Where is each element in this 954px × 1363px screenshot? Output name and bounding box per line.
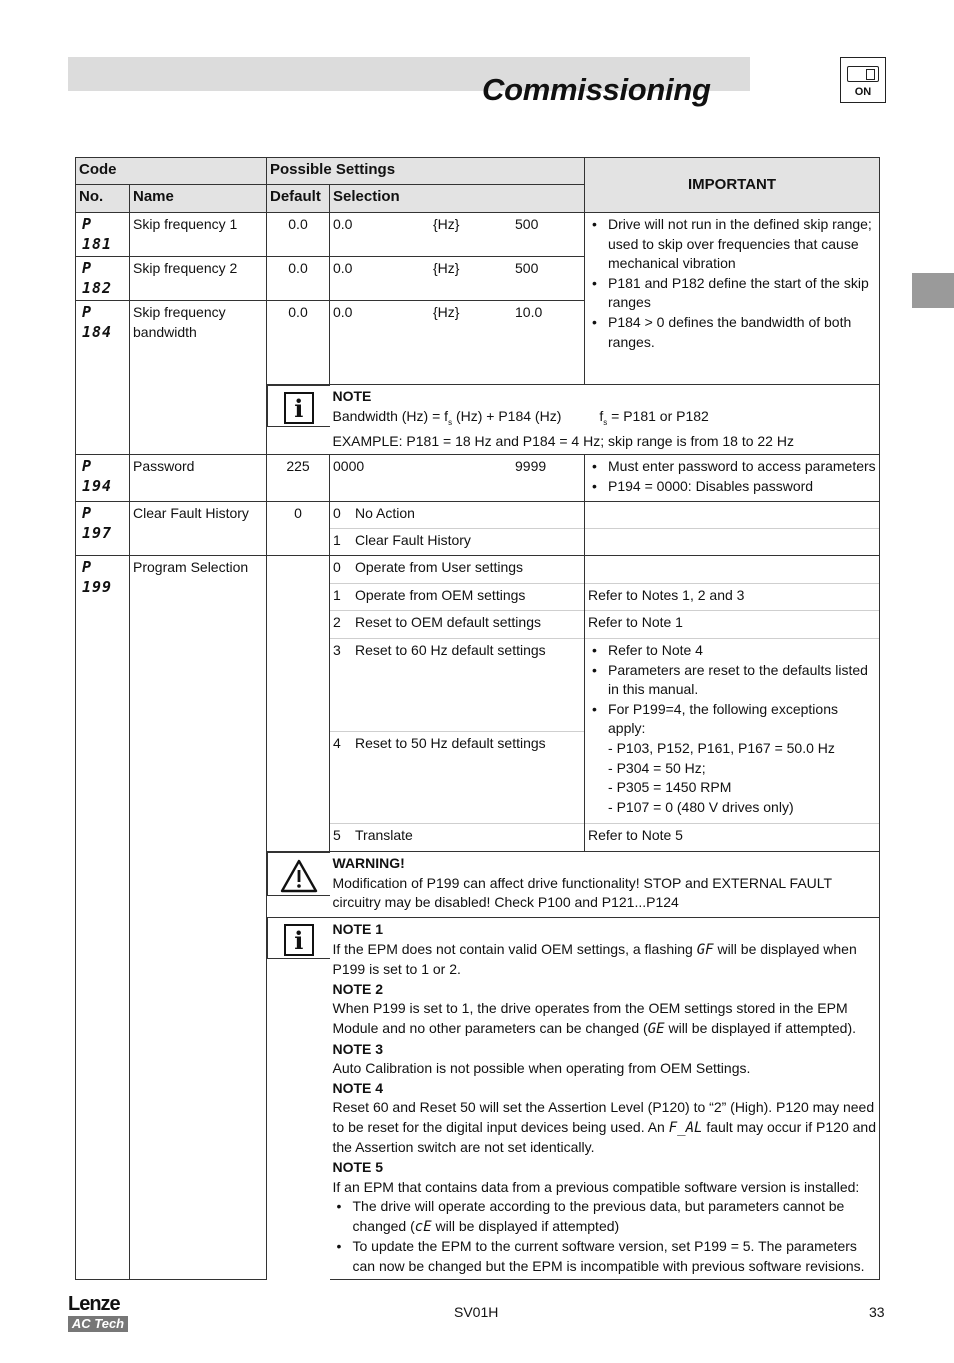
option-important: [585, 555, 880, 583]
header-possible-settings: Possible Settings: [267, 158, 585, 185]
note-line: Bandwidth $(Hz) = f_s$ (Hz) + P184 (Hz) $f_s = P181$ or P182: [332, 407, 709, 427]
list-item: • P181 and P182 define the start of the skip ranges: [608, 274, 876, 313]
option-important: Refer to Notes 1, 2 and 3: [585, 583, 880, 610]
option-row: 2 Reset to OEM default settings: [330, 610, 585, 638]
param-code: P 182: [76, 257, 130, 301]
brand-logo: [68, 1294, 128, 1332]
note-title: NOTE 5: [332, 1159, 384, 1176]
param-code: P 197: [76, 501, 130, 555]
note-text: If an EPM that contains data from a previous compatible software version is installed:: [332, 1178, 860, 1195]
list-item: • Must enter password to access parameters: [608, 457, 876, 477]
note-title: NOTE: [332, 388, 372, 405]
param-default: 225: [267, 454, 330, 501]
sel-min: 0000: [333, 457, 365, 474]
note-line: EXAMPLE: P181 = 18 Hz and P184 = 4 Hz; skip range is from 18 to 22 Hz: [332, 433, 794, 450]
exception-line: - P103, P152, P161, P167 = 50.0 Hz: [608, 739, 835, 756]
param-code: P 181: [76, 213, 130, 257]
param-important: [585, 454, 880, 501]
sel-max: 500: [515, 260, 539, 277]
info-icon-cell: [267, 385, 330, 427]
param-name: Password: [130, 454, 267, 501]
param-code: P 184: [76, 301, 130, 385]
option-important: Refer to Note 5: [585, 823, 880, 851]
list-item: • The drive will operate according to the previous data, but parameters cannot be changed (cE will be displayed if attempted): [353, 1197, 877, 1237]
sel-unit: {Hz}: [433, 260, 460, 277]
list-item: • For P199=4, the following exceptions apply:: [608, 700, 876, 739]
sel-min: 0.0: [333, 216, 353, 232]
option-row: 5 Translate: [330, 823, 585, 851]
header-code: Code: [76, 158, 267, 185]
page-title: Commissioning: [482, 72, 711, 107]
param-name: Skip frequency 2: [130, 257, 267, 301]
param-selection: [330, 301, 585, 385]
sel-max: 10.0: [515, 304, 543, 321]
warning-text: Modification of P199 can affect drive functionality! STOP and EXTERNAL FAULT circuitry may be disabled! Check P100 and P121...P124: [332, 874, 832, 911]
list-item: • P184 > 0 defines the bandwidth of both ranges.: [608, 313, 876, 352]
option-row: 1 Clear Fault History: [330, 528, 585, 555]
table-row: [76, 555, 880, 583]
sel-min: 0.0: [333, 260, 353, 277]
list-item: • To update the EPM to the current software version, set P199 = 5. The parameters can now be changed but the EPM is incompatible with previous software revisions.: [353, 1237, 877, 1276]
option-important: Refer to Note 1: [585, 610, 880, 638]
header-default: Default: [267, 185, 330, 213]
header-no: No.: [76, 185, 130, 213]
param-code: P 199: [76, 555, 130, 1279]
note-title: NOTE 1: [332, 920, 384, 937]
param-name: Program Selection: [130, 555, 267, 1279]
document-id: SV01H: [454, 1304, 499, 1320]
sel-max: 500: [515, 216, 539, 232]
exception-line: - P107 = 0 (480 V drives only): [608, 798, 794, 815]
option-row: 0 No Action: [330, 501, 585, 528]
param-default: 0.0: [267, 257, 330, 301]
sel-unit: {Hz}: [433, 304, 460, 321]
param-name: Skip frequency 1: [130, 213, 267, 257]
sel-min: 0.0: [333, 304, 353, 321]
note-text: Reset 60 and Reset 50 will set the Assertion Level (P120) to “2” (High). P120 may need to be reset for the digital input devices being used. An F_AL fault may occur if P120 and the Assertion switch are not set identically.: [332, 1099, 876, 1156]
parameter-table: [75, 157, 880, 1280]
sel-max: 9999: [515, 457, 547, 474]
param-selection: [330, 257, 585, 301]
param-code: P 194: [76, 454, 130, 501]
header-important: IMPORTANT: [585, 158, 880, 213]
page-number: 33: [869, 1304, 885, 1320]
note-text: When P199 is set to 1, the drive operates from the OEM settings stored in the EPM Module and no other parameters can be changed (GE will be displayed if attempted).: [332, 1000, 857, 1037]
table-row: [76, 454, 880, 501]
logo-top: Lenze: [68, 1293, 120, 1315]
exception-line: - P304 = 50 Hz;: [608, 759, 706, 776]
section-tab: [912, 273, 954, 308]
note-bandwidth: [330, 385, 880, 455]
option-important-3-4: [585, 638, 880, 823]
param-name: Skip frequency bandwidth: [130, 301, 267, 385]
logo-bottom: AC Tech: [68, 1316, 128, 1332]
param-selection: [330, 213, 585, 257]
param-default: 0: [267, 501, 330, 555]
warning-box: [330, 851, 880, 917]
note-text: If the EPM does not contain valid OEM settings, a flashing GF will be displayed when P199 is set to 1 or 2.: [332, 940, 857, 978]
param-selection: [330, 454, 585, 501]
header-selection: Selection: [330, 185, 585, 213]
sel-unit: {Hz}: [433, 216, 460, 232]
param-default: 0.0: [267, 213, 330, 257]
header-name: Name: [130, 185, 267, 213]
list-item: • Refer to Note 4: [608, 641, 876, 661]
table-row: [76, 501, 880, 528]
warning-icon-cell: [267, 852, 330, 896]
note-title: NOTE 3: [332, 1040, 384, 1057]
power-on-icon: [840, 57, 886, 103]
list-item: • P194 = 0000: Disables password: [608, 477, 876, 497]
list-item: • Drive will not run in the defined skip range; used to skip over frequencies that cause mechanical vibration: [608, 215, 876, 274]
list-item: • Parameters are reset to the defaults listed in this manual.: [608, 661, 876, 700]
table-row: [76, 213, 880, 257]
switch-icon: [847, 66, 879, 82]
warning-title: WARNING!: [332, 854, 405, 871]
notes-box: [330, 917, 880, 1279]
option-row: 4 Reset to 50 Hz default settings: [330, 731, 585, 823]
note-text: Auto Calibration is not possible when operating from OEM Settings.: [332, 1060, 751, 1077]
info-icon: i: [284, 924, 314, 956]
table-row: [76, 385, 880, 455]
info-icon: i: [284, 392, 314, 424]
param-default: 0.0: [267, 301, 330, 385]
note-title: NOTE 2: [332, 980, 384, 997]
info-icon-cell: [267, 917, 330, 959]
option-row: 0 Operate from User settings: [330, 555, 585, 583]
exception-line: - P305 = 1450 RPM: [608, 779, 732, 796]
option-row: 3 Reset to 60 Hz default settings: [330, 638, 585, 731]
param-name: Clear Fault History: [130, 501, 267, 555]
option-row: 1 Operate from OEM settings: [330, 583, 585, 610]
warning-icon: [280, 859, 318, 893]
on-label: ON: [854, 86, 872, 98]
note-title: NOTE 4: [332, 1079, 384, 1096]
skip-important: [585, 213, 880, 385]
